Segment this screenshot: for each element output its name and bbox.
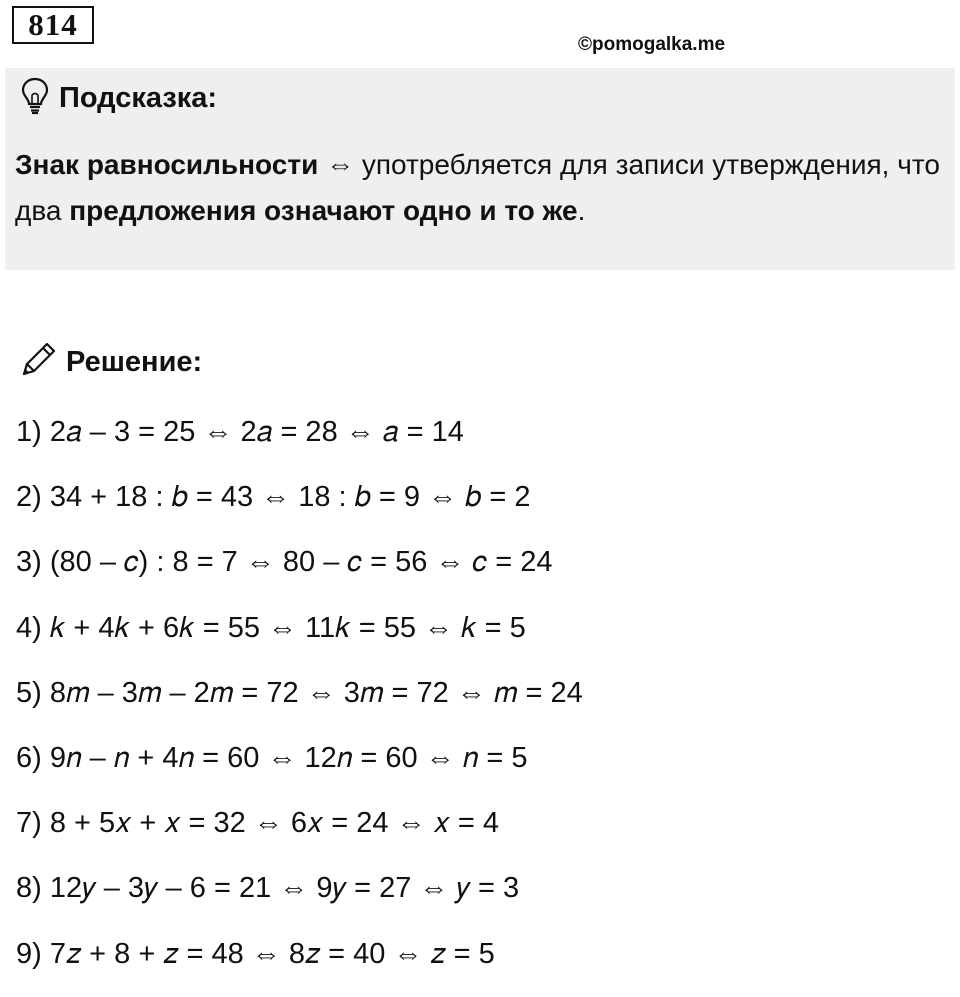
- pencil-icon: [18, 340, 58, 385]
- solution-title: [18, 340, 202, 384]
- solution-line: 2) 34 + 18 : 𝑏 = 43 ⇔ 18 : 𝑏 = 9 ⇔ 𝑏 = 2: [16, 481, 531, 514]
- hint-box: [5, 68, 955, 270]
- hint-plain-2: .: [577, 195, 586, 226]
- solution-line: 4) 𝑘 + 4𝑘 + 6𝑘 = 55 ⇔ 11𝑘 = 55 ⇔ 𝑘 = 5: [16, 611, 526, 644]
- solution-line: 9) 7𝑧 + 8 + 𝑧 = 48 ⇔ 8𝑧 = 40 ⇔ 𝑧 = 5: [16, 937, 495, 970]
- solution-line: 8) 12𝑦 – 3𝑦 – 6 = 21 ⇔ 9𝑦 = 27 ⇔ 𝑦 = 3: [16, 872, 520, 905]
- task-number: 814: [12, 6, 94, 44]
- hint-bold-1: Знак равносильности ⇔: [15, 149, 355, 180]
- solution-line: 7) 8 + 5𝑥 + 𝑥 = 32 ⇔ 6𝑥 = 24 ⇔ 𝑥 = 4: [16, 807, 499, 840]
- solution-lines: [16, 410, 583, 997]
- hint-bold-2: предложения означают одно и то же: [69, 195, 578, 226]
- hint-body: [15, 142, 950, 234]
- solution-line: 3) (80 – 𝑐) : 8 = 7 ⇔ 80 – 𝑐 = 56 ⇔ 𝑐 = 24: [16, 546, 553, 579]
- hint-title-text: Подсказка:: [59, 81, 218, 114]
- lightbulb-icon: [21, 77, 49, 120]
- solution-line: 1) 2𝑎 – 3 = 25 ⇔ 2𝑎 = 28 ⇔ 𝑎 = 14: [16, 416, 464, 448]
- solution-line: 6) 9𝑛 – 𝑛 + 4𝑛 = 60 ⇔ 12𝑛 = 60 ⇔ 𝑛 = 5: [16, 741, 528, 774]
- solution-title-text: Решение:: [66, 345, 203, 378]
- hint-title: [21, 78, 217, 118]
- hint-plain-1: употребляется для записи утверждения, что два: [15, 149, 940, 226]
- solution-line: 5) 8𝑚 – 3𝑚 – 2𝑚 = 72 ⇔ 3𝑚 = 72 ⇔ 𝑚 = 24: [16, 676, 583, 709]
- watermark: ©pomogalka.me: [578, 34, 726, 55]
